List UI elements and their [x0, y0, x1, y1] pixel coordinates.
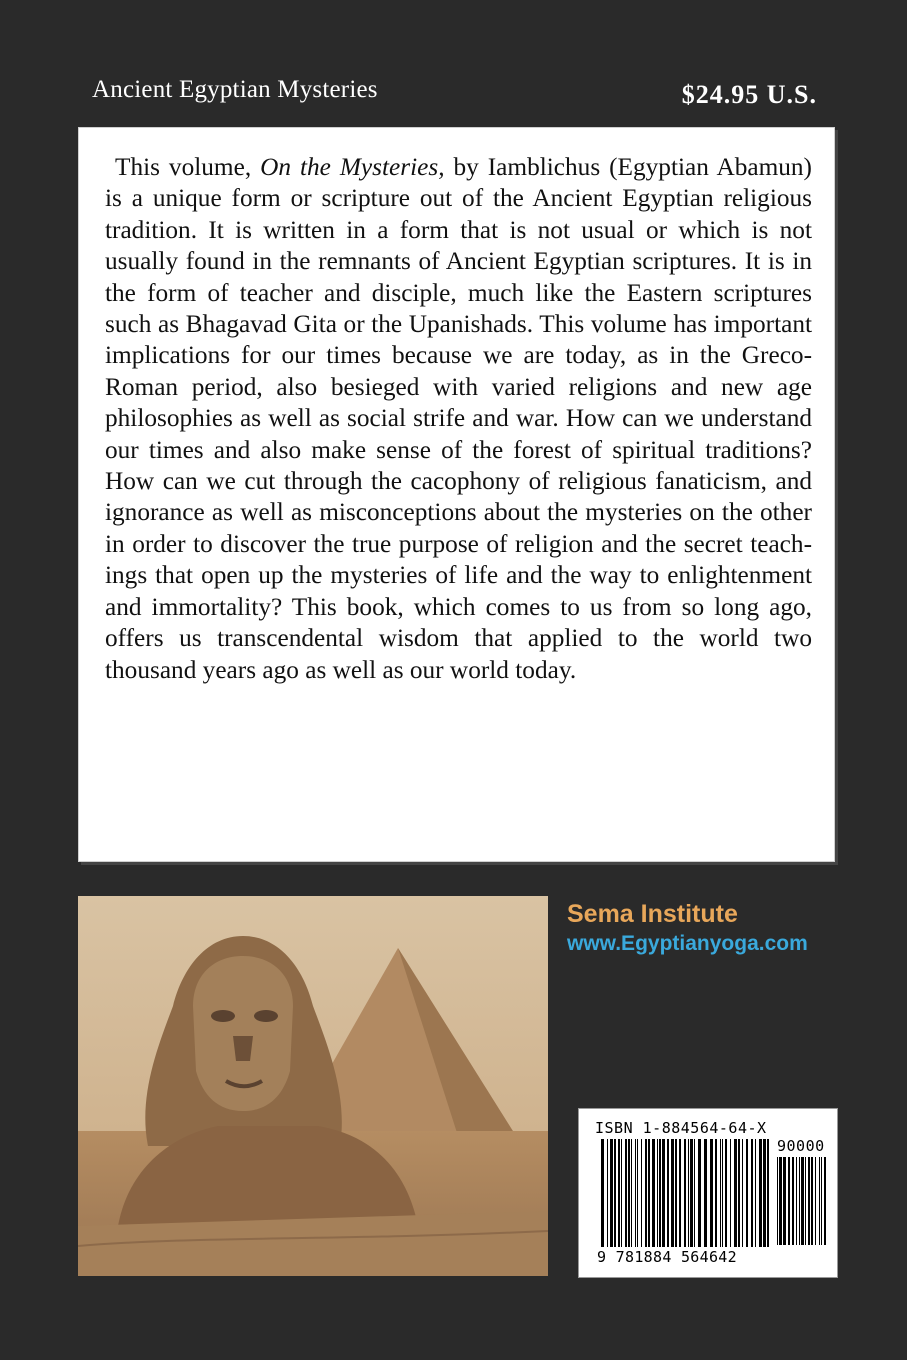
publisher-name: Sema Institute [567, 900, 738, 928]
isbn-label: ISBN 1-884564-64-X [595, 1119, 767, 1137]
publisher-website[interactable]: www.Egyptianyoga.com [567, 932, 808, 955]
book-title: On the Mysteries, [260, 153, 445, 181]
description-text [105, 152, 812, 686]
description-body: by Iamblichus (Egyptian Abamun) is a unique form or scripture out of the Ancient Egyptian religious tradition. It is written in a form that is not usual or which is not usually found in the remnants of Ancient Egyptian scriptures. It is in the form of teacher and disciple, much like the Eastern scriptures such as Bhagavad Gita or the Upanishads. This volume has important implications for our times because we are today, as in the Greco-Roman period, also besieged with varied religions and new age philosophies as well as social strife and war. How can we understand our times and also make sense of the forest of spiritual traditions? How can we cut through the cacophony of religious fanaticism, and ignorance as well as misconceptions about the mysteries on the other in order to discover the true purpose of religion and the secret teachings that open up the mysteries of life and the way to enlightenment and immortality? This book, which comes to us from so long ago, offers us transcendental wisdom that applied to the world two thousand years ago as well as our world today. [105, 153, 812, 684]
barcode-addon-bars [777, 1157, 827, 1245]
description-intro: This volume, [115, 153, 261, 181]
barcode-main-bars [601, 1139, 769, 1247]
series-title: Ancient Egyptian Mysteries [92, 76, 378, 103]
barcode-addon-number: 90000 [777, 1137, 825, 1155]
sphinx-illustration [78, 896, 548, 1276]
description-panel [78, 127, 835, 862]
sphinx-pyramid-photo [78, 896, 548, 1276]
isbn-barcode [578, 1108, 838, 1278]
price-label: $24.95 U.S. [681, 80, 817, 109]
barcode-ean-number: 9 781884 564642 [597, 1248, 737, 1266]
